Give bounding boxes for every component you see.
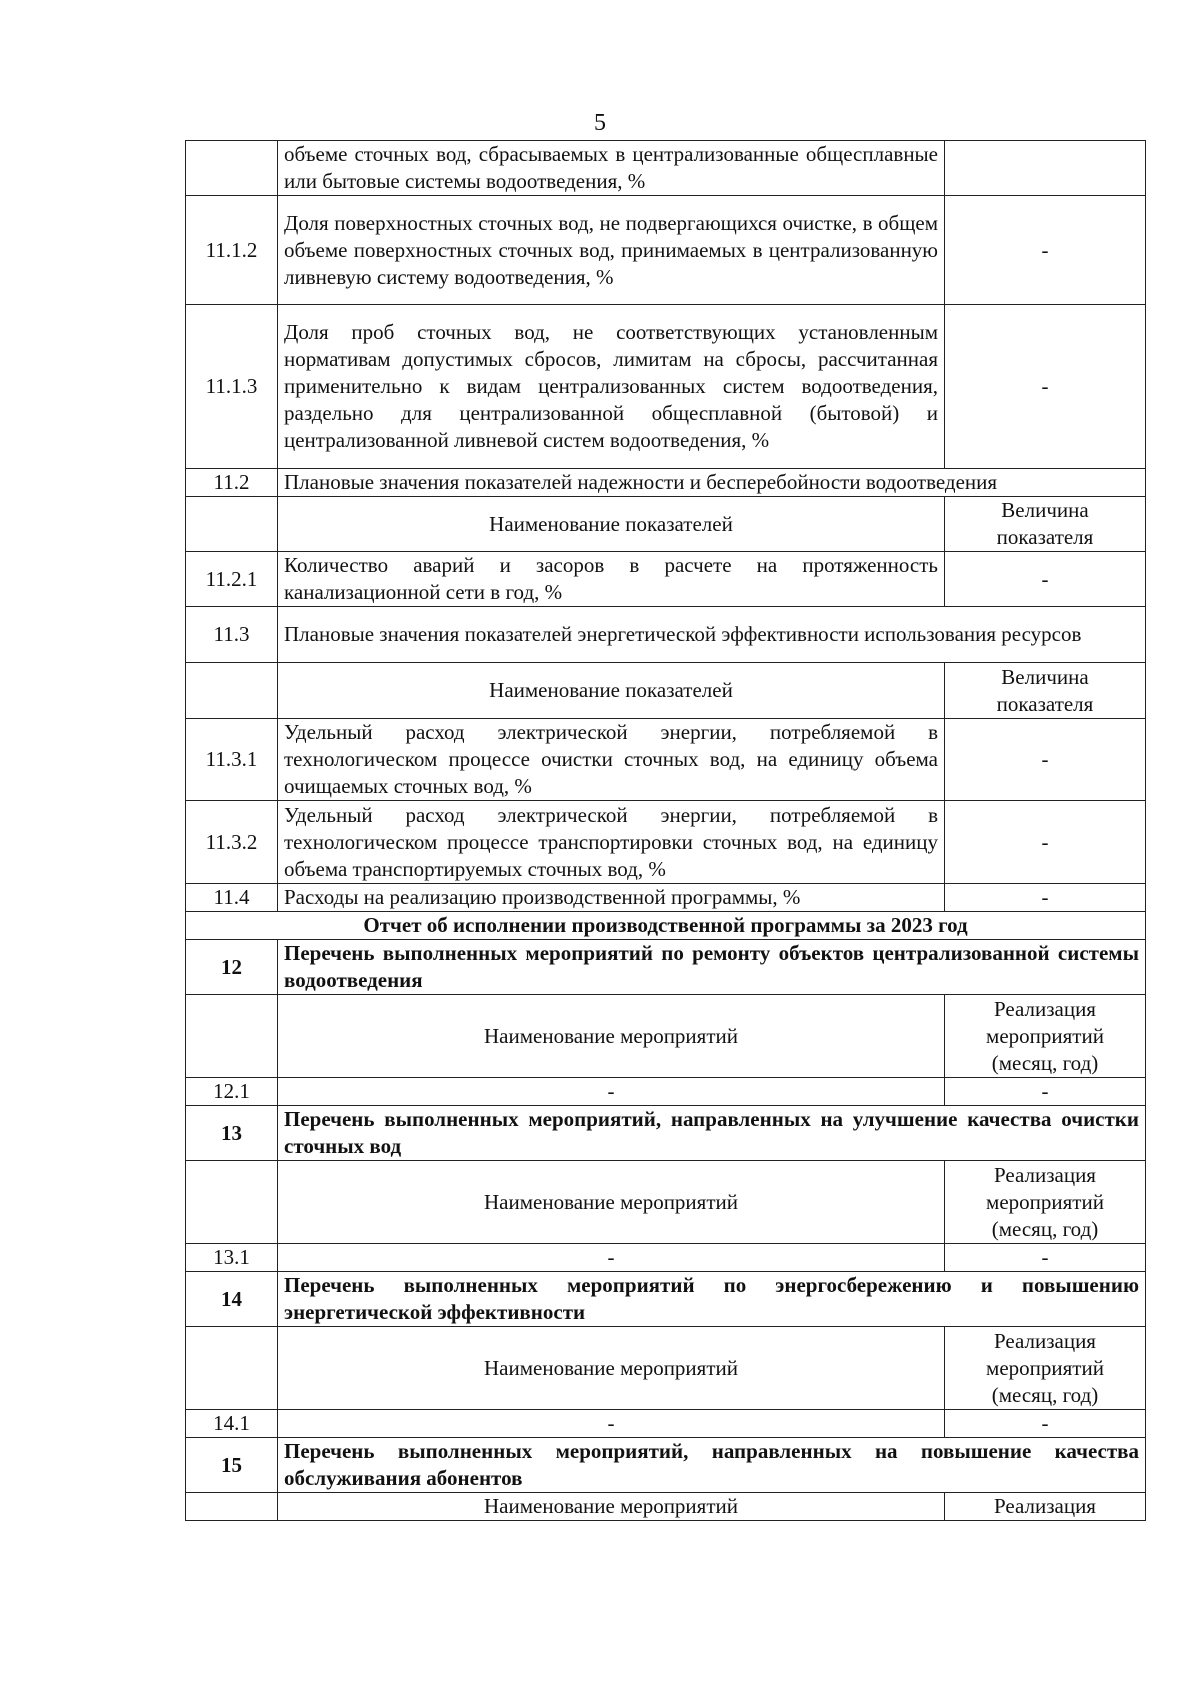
indicator-value: - <box>945 196 1146 305</box>
column-header-name: Наименование мероприятий <box>278 1161 945 1244</box>
row-number: 11.3 <box>186 607 278 663</box>
row-number: 12.1 <box>186 1078 278 1106</box>
row-number: 14 <box>186 1272 278 1327</box>
group-title: Перечень выполненных мероприятий, направленных на повышение качества обслуживания абонентов <box>278 1438 1146 1493</box>
table-row <box>186 469 1146 497</box>
group-title: Перечень выполненных мероприятий, направленных на улучшение качества очистки сточных вод <box>278 1106 1146 1161</box>
group-title: Плановые значения показателей надежности и бесперебойности водоотведения <box>278 469 1146 497</box>
table-row <box>186 196 1146 305</box>
indicator-name: Удельный расход электрической энергии, потребляемой в технологическом процессе очистки сточных вод, на единицу объема очищаемых сточных вод, % <box>278 719 945 801</box>
table-header-row <box>186 1327 1146 1410</box>
measure-date: - <box>945 1410 1146 1438</box>
indicator-value: - <box>945 552 1146 607</box>
column-header-name: Наименование мероприятий <box>278 1327 945 1410</box>
table-row <box>186 1410 1146 1438</box>
table-row <box>186 1244 1146 1272</box>
column-header-value: Величина показателя <box>945 663 1146 719</box>
row-number: 11.2.1 <box>186 552 278 607</box>
section-title-row <box>186 912 1146 940</box>
row-number <box>186 1161 278 1244</box>
table-row <box>186 607 1146 663</box>
row-number <box>186 1327 278 1410</box>
column-header-name: Наименование показателей <box>278 663 945 719</box>
row-number <box>186 663 278 719</box>
table-row <box>186 1106 1146 1161</box>
table-row <box>186 719 1146 801</box>
indicator-name: объеме сточных вод, сбрасываемых в централизованные общесплавные или бытовые системы водоотведения, % <box>278 141 945 196</box>
indicator-value: - <box>945 801 1146 884</box>
row-number: 13.1 <box>186 1244 278 1272</box>
group-title: Перечень выполненных мероприятий по энергосбережению и повышению энергетической эффективности <box>278 1272 1146 1327</box>
row-number: 15 <box>186 1438 278 1493</box>
table-row <box>186 1438 1146 1493</box>
row-number: 13 <box>186 1106 278 1161</box>
table-row <box>186 552 1146 607</box>
column-header-value: Величина показателя <box>945 497 1146 552</box>
indicator-name: Удельный расход электрической энергии, потребляемой в технологическом процессе транспортировки сточных вод, на единицу объема транспортируемых сточных вод, % <box>278 801 945 884</box>
indicator-name: Количество аварий и засоров в расчете на протяженность канализационной сети в год, % <box>278 552 945 607</box>
table-header-row <box>186 1161 1146 1244</box>
column-header-value: Реализация <box>945 1493 1146 1521</box>
measure-date: - <box>945 1078 1146 1106</box>
row-number: 11.3.2 <box>186 801 278 884</box>
row-number <box>186 1493 278 1521</box>
table-row <box>186 1272 1146 1327</box>
row-number <box>186 995 278 1078</box>
row-number: 11.1.3 <box>186 305 278 469</box>
table-header-row <box>186 1493 1146 1521</box>
section-title: Отчет об исполнении производственной программы за 2023 год <box>186 912 1146 940</box>
indicator-value: - <box>945 884 1146 912</box>
table-header-row <box>186 497 1146 552</box>
measure-name: - <box>278 1410 945 1438</box>
indicators-table <box>185 140 1146 1521</box>
column-header-value: Реализация мероприятий (месяц, год) <box>945 1161 1146 1244</box>
column-header-name: Наименование мероприятий <box>278 1493 945 1521</box>
measure-date: - <box>945 1244 1146 1272</box>
indicator-value <box>945 141 1146 196</box>
column-header-value: Реализация мероприятий (месяц, год) <box>945 1327 1146 1410</box>
group-title: Перечень выполненных мероприятий по ремонту объектов централизованной системы водоотведения <box>278 940 1146 995</box>
table-row <box>186 801 1146 884</box>
table-row <box>186 1078 1146 1106</box>
page-number: 5 <box>594 110 606 136</box>
column-header-value: Реализация мероприятий (месяц, год) <box>945 995 1146 1078</box>
indicator-value: - <box>945 305 1146 469</box>
table-row <box>186 940 1146 995</box>
table-header-row <box>186 995 1146 1078</box>
row-number: 11.3.1 <box>186 719 278 801</box>
row-number <box>186 141 278 196</box>
indicator-name: Доля поверхностных сточных вод, не подвергающихся очистке, в общем объеме поверхностных сточных вод, принимаемых в централизованную ливневую систему водоотведения, % <box>278 196 945 305</box>
row-number: 11.2 <box>186 469 278 497</box>
indicator-value: - <box>945 719 1146 801</box>
row-number: 14.1 <box>186 1410 278 1438</box>
column-header-name: Наименование показателей <box>278 497 945 552</box>
indicator-name: Доля проб сточных вод, не соответствующих установленным нормативам допустимых сбросов, лимитам на сбросы, рассчитанная применительно к видам централизованных систем водоотведения, раздельно для централизованной общесплавной (бытовой) и централизованной ливневой систем водоотведения, % <box>278 305 945 469</box>
indicator-name: Расходы на реализацию производственной программы, % <box>278 884 945 912</box>
row-number <box>186 497 278 552</box>
measure-name: - <box>278 1078 945 1106</box>
table-row <box>186 884 1146 912</box>
table-row <box>186 305 1146 469</box>
table-header-row <box>186 663 1146 719</box>
column-header-name: Наименование мероприятий <box>278 995 945 1078</box>
row-number: 11.1.2 <box>186 196 278 305</box>
row-number: 12 <box>186 940 278 995</box>
table-row <box>186 141 1146 196</box>
group-title: Плановые значения показателей энергетической эффективности использования ресурсов <box>278 607 1146 663</box>
measure-name: - <box>278 1244 945 1272</box>
row-number: 11.4 <box>186 884 278 912</box>
